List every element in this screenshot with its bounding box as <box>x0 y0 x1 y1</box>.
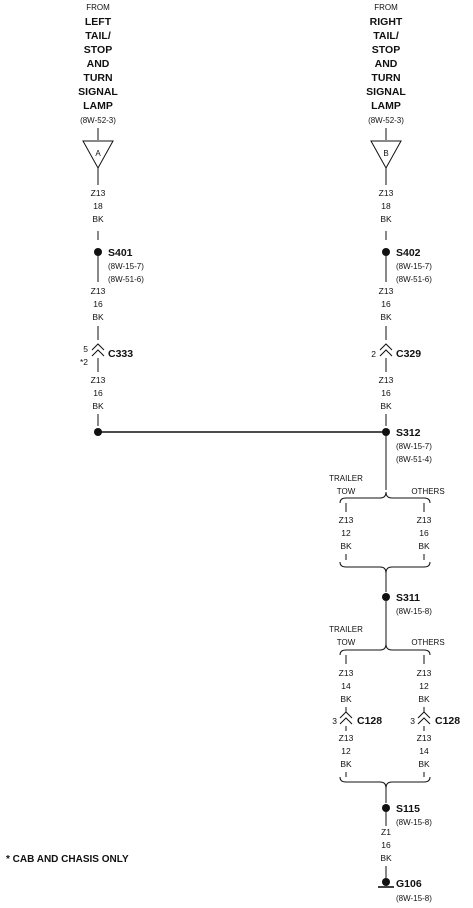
branch-label: OTHERS <box>411 487 445 496</box>
splice-ref: (8W-15-8) <box>396 607 432 616</box>
wire-label: 14 <box>419 746 429 756</box>
connector-pin: 2 <box>371 349 376 359</box>
ground-name: G106 <box>396 878 422 890</box>
wire-label: 18 <box>93 201 103 211</box>
left-from-text: FROM <box>86 3 110 12</box>
wire-label: BK <box>340 541 352 551</box>
right-column <box>371 168 432 426</box>
right-lamp-line: RIGHT <box>369 16 403 28</box>
connector-name-c329: C329 <box>396 348 422 360</box>
wire-label: 16 <box>93 299 103 309</box>
wire-label: 12 <box>341 528 351 538</box>
left-lamp-line: SIGNAL <box>78 86 118 98</box>
splice-ref: (8W-15-7) <box>108 262 144 271</box>
right-lamp-line: AND <box>374 58 398 70</box>
splice-ref: (8W-51-4) <box>396 455 432 464</box>
splice-dot-s115 <box>382 804 390 812</box>
right-source-ref: (8W-52-3) <box>368 116 404 125</box>
left-lamp-line: AND <box>86 58 110 70</box>
left-lamp-line: STOP <box>83 44 113 56</box>
splice-dot-s312 <box>382 428 390 436</box>
branch-label: TRAILER <box>329 625 363 634</box>
splice-dot-s311 <box>382 593 390 601</box>
wire-label: Z13 <box>90 375 106 385</box>
splice-dot-s402 <box>382 248 390 256</box>
splice-name-s115: S115 <box>396 803 420 815</box>
splice-s115 <box>380 803 432 878</box>
wire-label: BK <box>418 759 430 769</box>
wire-label: BK <box>340 694 352 704</box>
connector-pin: *2 <box>79 357 88 367</box>
left-triangle-letter: A <box>95 149 101 158</box>
right-source-label <box>366 3 406 125</box>
connector-name-c128: C128 <box>357 715 383 727</box>
splice-name-s312: S312 <box>396 427 421 439</box>
left-lamp-line: LEFT <box>84 16 112 28</box>
right-triangle-letter: B <box>383 149 389 158</box>
wire-label: BK <box>418 694 430 704</box>
merge-brace <box>340 777 430 788</box>
splice-ref: (8W-15-7) <box>396 262 432 271</box>
connector-name-c333: C333 <box>108 348 134 360</box>
wire-label: Z13 <box>378 286 394 296</box>
splice-s312 <box>329 427 445 592</box>
wire-label: Z1 <box>381 827 391 837</box>
wire-label: Z13 <box>338 733 354 743</box>
right-lamp-line: TAIL/ <box>373 30 399 42</box>
connector-name-c128: C128 <box>435 715 461 727</box>
wire-label: BK <box>380 214 392 224</box>
wire-label: 16 <box>381 840 391 850</box>
connector-pin: 3 <box>332 716 337 726</box>
wire-label: 16 <box>381 388 391 398</box>
ground-ref: (8W-15-8) <box>396 894 432 903</box>
wire-label: BK <box>92 214 104 224</box>
wire-label: 14 <box>341 681 351 691</box>
left-source-ref: (8W-52-3) <box>80 116 116 125</box>
connector-pin: 3 <box>410 716 415 726</box>
left-lamp-line: TAIL/ <box>85 30 111 42</box>
wire-label: BK <box>92 401 104 411</box>
wire-label: BK <box>92 312 104 322</box>
wire-label: Z13 <box>416 668 432 678</box>
wire-label: Z13 <box>338 668 354 678</box>
left-connector-triangle <box>83 128 113 168</box>
splice-s311 <box>329 592 460 803</box>
left-lamp-line: TURN <box>83 72 113 84</box>
wire-label: Z13 <box>378 188 394 198</box>
wire-label: 12 <box>419 681 429 691</box>
splice-ref: (8W-15-7) <box>396 442 432 451</box>
ground-icon <box>382 878 390 886</box>
left-lamp-line: LAMP <box>83 100 113 112</box>
wire-label: BK <box>418 541 430 551</box>
splice-dot-s401 <box>94 248 102 256</box>
wire-label: BK <box>380 401 392 411</box>
wire-label: Z13 <box>90 286 106 296</box>
splice-ref: (8W-15-8) <box>396 818 432 827</box>
wire-label: 12 <box>341 746 351 756</box>
splice-name-s311: S311 <box>396 592 420 604</box>
right-connector-triangle <box>371 128 401 168</box>
wire-label: 16 <box>419 528 429 538</box>
right-lamp-line: STOP <box>371 44 401 56</box>
splice-ref: (8W-51-6) <box>396 275 432 284</box>
splice-name-s401: S401 <box>108 247 133 259</box>
ground-g106 <box>378 878 432 903</box>
wire-label: 16 <box>381 299 391 309</box>
left-column <box>80 168 144 436</box>
wire-label: BK <box>340 759 352 769</box>
merge-brace <box>340 562 430 573</box>
wire-label: Z13 <box>416 515 432 525</box>
branch-label: TOW <box>336 638 356 647</box>
wire-label: Z13 <box>416 733 432 743</box>
branch-label: OTHERS <box>411 638 445 647</box>
right-lamp-line: SIGNAL <box>366 86 406 98</box>
right-lamp-line: TURN <box>371 72 401 84</box>
wire-label: Z13 <box>338 515 354 525</box>
splice-name-s402: S402 <box>396 247 421 259</box>
connector-chevron-c128 <box>340 712 352 724</box>
connector-chevron-c128 <box>418 712 430 724</box>
right-from-text: FROM <box>374 3 398 12</box>
wire-label: 18 <box>381 201 391 211</box>
footnote: * CAB AND CHASIS ONLY <box>6 854 129 865</box>
branch-label: TOW <box>336 487 356 496</box>
connector-chevron-c329 <box>380 344 392 356</box>
right-lamp-line: LAMP <box>371 100 401 112</box>
wire-label: 16 <box>93 388 103 398</box>
wire-label: Z13 <box>90 188 106 198</box>
splice-ref: (8W-51-6) <box>108 275 144 284</box>
left-source-label <box>78 3 118 125</box>
wire-label: BK <box>380 853 392 863</box>
connector-pin: 5 <box>83 344 88 354</box>
wire-label: Z13 <box>378 375 394 385</box>
wire-label: BK <box>380 312 392 322</box>
connector-chevron-c333 <box>92 344 104 356</box>
branch-label: TRAILER <box>329 474 363 483</box>
